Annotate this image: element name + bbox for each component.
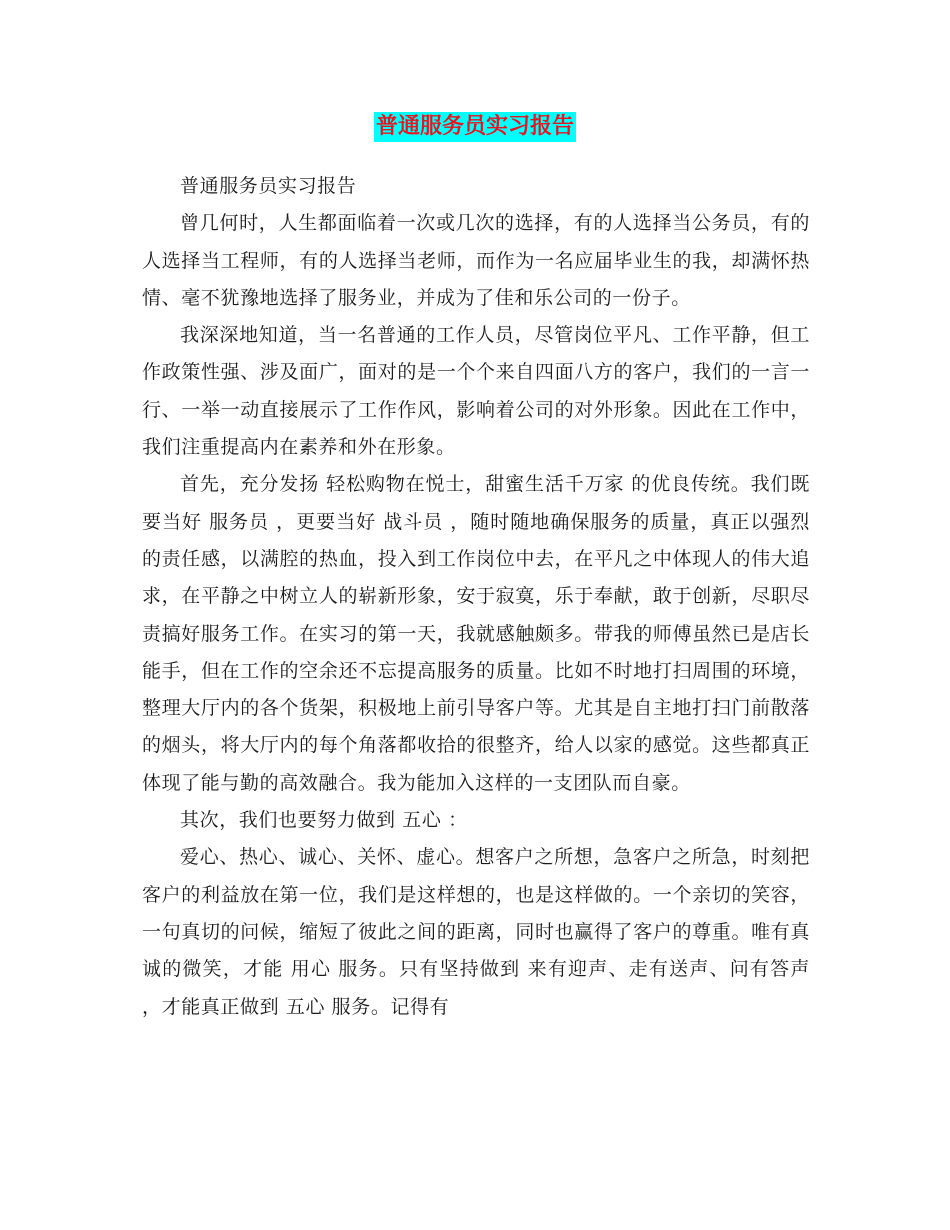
paragraph-first-point: 首先，充分发扬 轻松购物在悦士，甜蜜生活千万家 的优良传统。我们既要当好 服务员 ，更要当好 战斗员 ，随时随地确保服务的质量，真正以强烈的责任感，以满腔的热血，投入到工作岗位中去，在平凡之中体现人的伟大追求，在平静之中树立人的崭新形象，安于寂寞，乐于奉献，敢于创新，尽职尽责搞好服务工作。在实习的第一天，我就感触颇多。带我的师傅虽然已是店长能手，但在工作的空余还不忘提高服务的质量。比如不时地打扫周围的环境，整理大厅内的各个货架，积极地上前引导客户等。尤其是自主地打扫门前散落的烟头，将大厅内的每个角落都收拾的很整齐，给人以家的感觉。这些都真正体现了能与勤的高效融合。我为能加入这样的一支团队而自豪。 (142, 473, 810, 794)
document-body (142, 168, 810, 1026)
title-container (0, 112, 950, 142)
paragraph-five-hearts: 爱心、热心、诚心、关怀、虚心。想客户之所想，急客户之所急，时刻把客户的利益放在第一位，我们是这样想的，也是这样做的。一个亲切的笑容，一句真切的问候，缩短了彼此之间的距离，同时也赢得了客户的尊重。唯有真诚的微笑，才能 用心 服务。只有坚持做到 来有迎声、走有送声、问有答声 ，才能真正做到 五心 服务。记得有 (142, 846, 810, 1018)
paragraph-heading-repeat: 普通服务员实习报告 (180, 175, 357, 197)
paragraph-understanding: 我深深地知道，当一名普通的工作人员，尽管岗位平凡、工作平静，但工作政策性强、涉及面广，面对的是一个个来自四面八方的客户，我们的一言一行、一举一动直接展示了工作作风，影响着公司的对外形象。因此在工作中，我们注重提高内在素养和外在形象。 (142, 324, 810, 459)
document-title: 普通服务员实习报告 (374, 112, 576, 142)
paragraph-intro: 曾几何时，人生都面临着一次或几次的选择，有的人选择当公务员，有的人选择当工程师，有的人选择当老师，而作为一名应届毕业生的我，却满怀热情、毫不犹豫地选择了服务业，并成为了佳和乐公司的一份子。 (142, 212, 810, 309)
paragraph-second-point: 其次，我们也要努力做到 五心 ： (180, 809, 468, 832)
